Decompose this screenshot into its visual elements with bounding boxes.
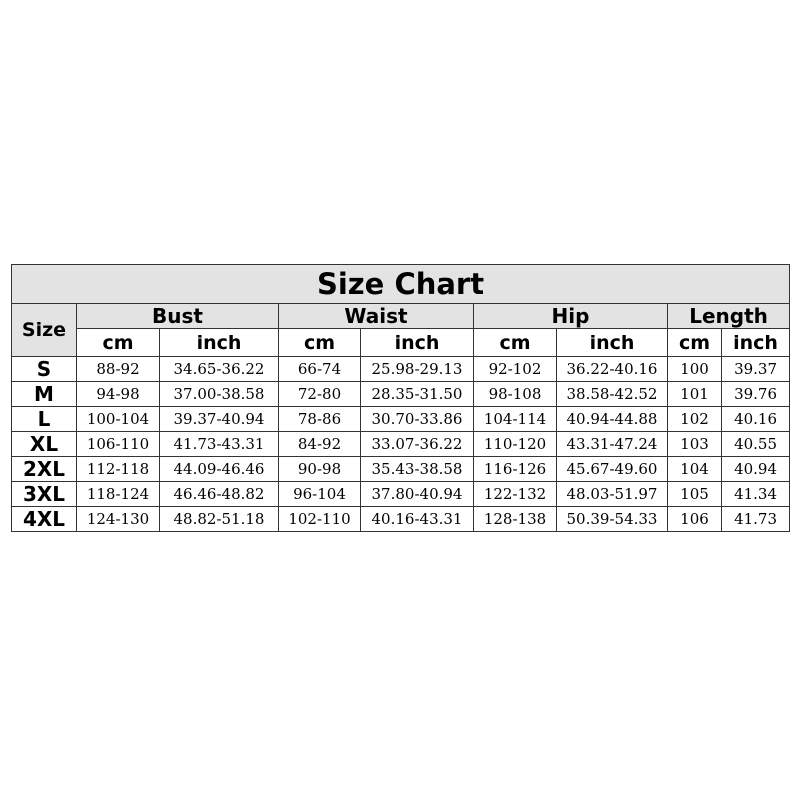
bust-inch-cell: 39.37-40.94 bbox=[160, 407, 279, 432]
hip-cm-cell: 104-114 bbox=[474, 407, 557, 432]
table-row bbox=[12, 382, 790, 407]
bust-inch-cell: 34.65-36.22 bbox=[160, 357, 279, 382]
size-label: L bbox=[12, 407, 77, 432]
bust-cm-cell: 100-104 bbox=[77, 407, 160, 432]
hip-cm-cell: 110-120 bbox=[474, 432, 557, 457]
length-cm-cell: 100 bbox=[668, 357, 722, 382]
waist-cm-cell: 66-74 bbox=[279, 357, 361, 382]
bust-inch-cell: 48.82-51.18 bbox=[160, 507, 279, 532]
table-row bbox=[12, 432, 790, 457]
waist-inch-cell: 40.16-43.31 bbox=[361, 507, 474, 532]
waist-header: Waist bbox=[279, 304, 474, 329]
length-cm-cell: 105 bbox=[668, 482, 722, 507]
hip-inch-cell: 45.67-49.60 bbox=[557, 457, 668, 482]
length-cm-cell: 103 bbox=[668, 432, 722, 457]
size-label: 4XL bbox=[12, 507, 77, 532]
size-label: 2XL bbox=[12, 457, 77, 482]
length-inch-cell: 41.34 bbox=[722, 482, 790, 507]
waist-cm-cell: 90-98 bbox=[279, 457, 361, 482]
bust-header: Bust bbox=[77, 304, 279, 329]
waist-cm-header: cm bbox=[279, 329, 361, 357]
hip-inch-cell: 36.22-40.16 bbox=[557, 357, 668, 382]
length-inch-cell: 40.94 bbox=[722, 457, 790, 482]
hip-inch-cell: 50.39-54.33 bbox=[557, 507, 668, 532]
table-row bbox=[12, 357, 790, 382]
length-header: Length bbox=[668, 304, 790, 329]
hip-header: Hip bbox=[474, 304, 668, 329]
length-inch-cell: 40.16 bbox=[722, 407, 790, 432]
length-cm-cell: 101 bbox=[668, 382, 722, 407]
hip-cm-cell: 92-102 bbox=[474, 357, 557, 382]
length-inch-cell: 39.37 bbox=[722, 357, 790, 382]
bust-inch-cell: 41.73-43.31 bbox=[160, 432, 279, 457]
waist-cm-cell: 102-110 bbox=[279, 507, 361, 532]
hip-cm-cell: 116-126 bbox=[474, 457, 557, 482]
hip-cm-cell: 122-132 bbox=[474, 482, 557, 507]
length-inch-cell: 41.73 bbox=[722, 507, 790, 532]
length-cm-header: cm bbox=[668, 329, 722, 357]
length-inch-cell: 40.55 bbox=[722, 432, 790, 457]
table-row bbox=[12, 407, 790, 432]
hip-cm-header: cm bbox=[474, 329, 557, 357]
chart-title: Size Chart bbox=[12, 265, 790, 304]
size-label: 3XL bbox=[12, 482, 77, 507]
hip-inch-cell: 38.58-42.52 bbox=[557, 382, 668, 407]
waist-cm-cell: 84-92 bbox=[279, 432, 361, 457]
bust-inch-header: inch bbox=[160, 329, 279, 357]
hip-inch-cell: 48.03-51.97 bbox=[557, 482, 668, 507]
size-column-header: Size bbox=[12, 304, 77, 357]
bust-cm-cell: 94-98 bbox=[77, 382, 160, 407]
size-label: M bbox=[12, 382, 77, 407]
waist-inch-cell: 28.35-31.50 bbox=[361, 382, 474, 407]
length-inch-header: inch bbox=[722, 329, 790, 357]
waist-inch-cell: 35.43-38.58 bbox=[361, 457, 474, 482]
table-row bbox=[12, 482, 790, 507]
bust-inch-cell: 37.00-38.58 bbox=[160, 382, 279, 407]
hip-inch-cell: 40.94-44.88 bbox=[557, 407, 668, 432]
bust-inch-cell: 46.46-48.82 bbox=[160, 482, 279, 507]
size-label: XL bbox=[12, 432, 77, 457]
waist-cm-cell: 72-80 bbox=[279, 382, 361, 407]
length-inch-cell: 39.76 bbox=[722, 382, 790, 407]
hip-inch-cell: 43.31-47.24 bbox=[557, 432, 668, 457]
waist-inch-cell: 30.70-33.86 bbox=[361, 407, 474, 432]
table-row bbox=[12, 507, 790, 532]
table-row bbox=[12, 457, 790, 482]
length-cm-cell: 106 bbox=[668, 507, 722, 532]
waist-cm-cell: 78-86 bbox=[279, 407, 361, 432]
bust-cm-cell: 106-110 bbox=[77, 432, 160, 457]
length-cm-cell: 104 bbox=[668, 457, 722, 482]
waist-inch-cell: 37.80-40.94 bbox=[361, 482, 474, 507]
hip-cm-cell: 98-108 bbox=[474, 382, 557, 407]
size-chart-table bbox=[11, 264, 790, 532]
bust-inch-cell: 44.09-46.46 bbox=[160, 457, 279, 482]
waist-cm-cell: 96-104 bbox=[279, 482, 361, 507]
bust-cm-cell: 112-118 bbox=[77, 457, 160, 482]
hip-cm-cell: 128-138 bbox=[474, 507, 557, 532]
bust-cm-cell: 88-92 bbox=[77, 357, 160, 382]
size-label: S bbox=[12, 357, 77, 382]
bust-cm-header: cm bbox=[77, 329, 160, 357]
hip-inch-header: inch bbox=[557, 329, 668, 357]
waist-inch-cell: 33.07-36.22 bbox=[361, 432, 474, 457]
waist-inch-header: inch bbox=[361, 329, 474, 357]
waist-inch-cell: 25.98-29.13 bbox=[361, 357, 474, 382]
bust-cm-cell: 124-130 bbox=[77, 507, 160, 532]
length-cm-cell: 102 bbox=[668, 407, 722, 432]
bust-cm-cell: 118-124 bbox=[77, 482, 160, 507]
